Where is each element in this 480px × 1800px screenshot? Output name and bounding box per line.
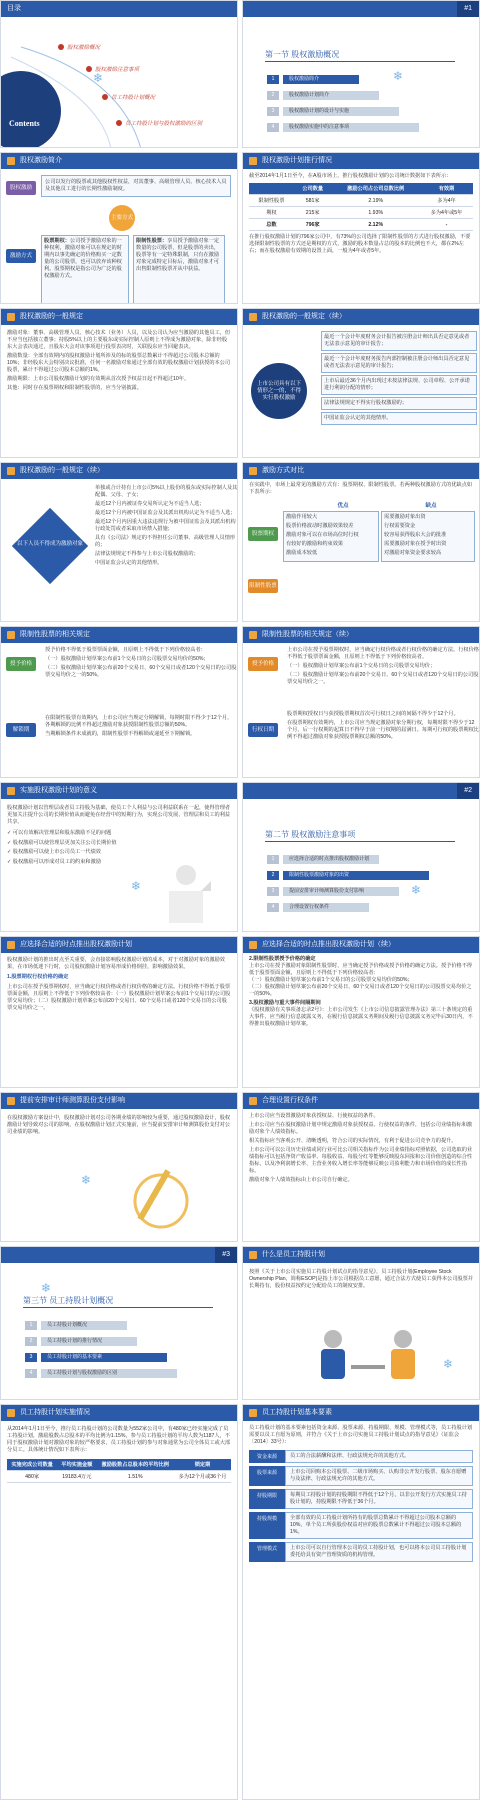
col-head-cons: 缺点 — [425, 503, 437, 509]
list-item: 激励对象：董事、高级管理人员、核心技术（业务）人员，以及公司认为应当激励的其他员工，但不应当包括独立董事；持股5%以上的主要股东或实际控制人原则上不得成为激励对象，除非经股东大会表决通过，且股东大会对该事项进行投票表决时，关联股东应当回避表决。 — [7, 330, 231, 350]
slide-header — [243, 937, 479, 953]
table-row — [249, 207, 473, 219]
list-number: 2 — [267, 91, 279, 100]
list-number: 2 — [25, 1337, 37, 1346]
slide-header — [1, 783, 237, 799]
slide-section-3 — [0, 1246, 238, 1400]
label-equity-incentive: 股权激励 — [6, 181, 36, 195]
toc-title: 目录 — [7, 5, 21, 12]
element-label: 持股规模 — [249, 1512, 285, 1539]
pros-list — [283, 511, 379, 562]
th — [249, 183, 294, 195]
paragraph: 上市公司在授予股票期权时，应当确定行权价格或者行权价格的确定方法。行权价格不得低于股票票面金额，且原则上不得低于下列价格较高者。 — [287, 647, 479, 660]
slide-general-rules-2 — [242, 308, 480, 458]
list-item: 上市公司应当在股权激励计划中规定激励对象获授权益、行使权益的条件，包括公司业绩指标和激励对象个人绩效指标。 — [249, 1122, 473, 1135]
list-item: 行权需要资金 — [384, 523, 416, 529]
list-item: 最近一个会计年度财务会计报告被注册会计师出具否定意见或者无法表示意见的审计报告； — [321, 331, 477, 351]
list-item-text: 可以有效解决管理层和股东激励不足的问题 — [12, 830, 112, 836]
section-number: #1 — [457, 1, 479, 17]
section-number: #3 — [215, 1247, 237, 1263]
td: 581家 — [294, 195, 332, 207]
section-item-1[interactable]: 应选择合适的时点推出股权激励计划 — [283, 855, 379, 864]
snowflake-icon: ❄ — [411, 883, 422, 897]
list-number: 3 — [25, 1353, 37, 1362]
section-item-3[interactable]: 股权激励计划的设计与实施 — [283, 107, 399, 116]
timing2-para-4: 《股权激励有关事项备忘录2号》：上市公司发生《上市公司信息披露管理办法》第三十条规定的重大事件，应当履行信息披露义务，在履行信息披露义务期间及履行信息披露义务完毕后30日内，不得推出股权激励计划草案。 — [249, 1007, 473, 1027]
paragraph: 当期解锁条件未成就的，限制性股票不得解锁或递延至下期解锁。 — [45, 731, 196, 737]
slide-title: 股权激励的一般规定 — [20, 313, 83, 320]
element-label: 资金来源 — [249, 1450, 285, 1463]
list-item: ✓ 股权激励可以形成对员工的约束和激励 — [7, 858, 101, 865]
list-item-text: 股权激励可以形成对员工的约束和激励 — [12, 858, 101, 865]
header-icon — [7, 1097, 15, 1105]
business-meeting-illustration-icon — [303, 1321, 433, 1397]
list-item: 单独或合计持有上市公司5%以上股份的股东或实际控制人及其配偶、父母、子女； — [95, 485, 238, 498]
slide-excluded — [0, 462, 238, 622]
list-number: 1 — [25, 1321, 37, 1330]
exercise-date-text — [281, 711, 480, 743]
slide-header — [243, 153, 479, 169]
section-number: #2 — [457, 783, 479, 799]
center-circle: 上市公司具有以下情形之一的，不得实行股权激励 — [251, 363, 307, 419]
section-item-1[interactable]: 员工持股计划概况 — [41, 1321, 127, 1330]
td: 总数 — [249, 219, 294, 231]
th: 公司数量 — [294, 183, 332, 195]
paragraph: （二）股权激励计划草案公布前20个交易日、60个交易日或者120个交易日的公司股票交易均价之一。 — [287, 672, 479, 685]
element-label: 管理模式 — [249, 1542, 285, 1562]
td: 2.19% — [331, 195, 420, 207]
list-number: 1 — [267, 75, 279, 84]
header-icon — [7, 1409, 15, 1417]
row-4 — [0, 462, 480, 622]
row-1 — [0, 0, 480, 148]
th: 平均实施金额 — [57, 1459, 96, 1471]
td: 1.93% — [331, 207, 420, 219]
list-item: 具有《公司法》规定的不得担任公司董事、高级管理人员情形的； — [95, 535, 236, 548]
slide-header — [243, 1247, 479, 1263]
element-text: 全部有效的员工持股计划所持有的股票总数累计不得超过公司股本总额的10%，单个员工所获股份权益对应的股票总数累计不得超过公司股本总额的1%。 — [285, 1512, 473, 1539]
slide-title: 应选择合适的时点推出股权激励计划 — [20, 941, 132, 948]
conditions-list — [243, 1113, 479, 1184]
slide-header — [243, 309, 479, 325]
label-method: 激励方式 — [6, 249, 36, 263]
snowflake-icon: ❄ — [93, 71, 104, 85]
th: 激励公司占公司总数比例 — [331, 183, 420, 195]
list-item: 中国证监会认定的其他情形。 — [321, 412, 477, 425]
slide-title: 实施股权激励计划的意义 — [20, 787, 97, 794]
header-icon — [7, 631, 15, 639]
label-grant-price: 授予价格 — [6, 657, 36, 671]
element-row — [249, 1512, 473, 1539]
td: 796家 — [294, 219, 332, 231]
timing-heading-1: 1.股票期权行权价格的确定 — [7, 974, 69, 980]
section-title: 第一节 股权激励概况 — [265, 50, 340, 59]
list-item: ✓ 可以有效解决管理层和股东激励不足的问题 — [7, 830, 112, 836]
row-7 — [0, 936, 480, 1088]
list-item: 最近一个会计年度财务报告内部控制被注册会计师出具否定意见或者无法表示意见的审计报告； — [321, 353, 477, 373]
td: 215家 — [294, 207, 332, 219]
slide-header — [1, 1093, 237, 1109]
label-unlock: 解锁期 — [6, 723, 36, 737]
list-item: 中国证监会认定的其他情形。 — [95, 560, 163, 566]
timing-para-1: 股权激励计划的推出时点至关重要，会直接影响股权激励计划的成本，对于对激励对象的激励效果，在市场低迷下行时，公司股权激励计划容易形成价格倒挂，影响激励效果。 — [7, 957, 225, 970]
stock-option-text: 公司授予激励对象的一种权利，激励对象可以在规定的时期内以事先确定的价格购买一定数量的公司股票，也可以放弃该种权利。股票期权是指公司为广泛的股权激励方式。 — [44, 238, 122, 279]
list-item: 最近12个月内因重大违法违规行为被中国证监会及其派出机构行政处罚或者采取市场禁入措施； — [95, 519, 236, 532]
list-number: 2 — [267, 871, 279, 880]
table-row — [7, 1471, 231, 1483]
stock-option-box — [41, 235, 129, 304]
slide-header — [243, 627, 479, 643]
exercise-price-text — [281, 647, 480, 688]
section-title: 第三节 员工持股计划概况 — [23, 1296, 114, 1305]
td: - — [420, 219, 473, 231]
section-item-4[interactable]: 员工持股计划与股权激励的区别 — [41, 1369, 177, 1378]
slide-header — [1, 153, 237, 169]
slide-section-1 — [242, 0, 480, 148]
element-text: 每期员工持股计划的持股期限不得低于12个月，以非公开发行方式实施员工持股计划的，持股期限不得低于36个月。 — [285, 1489, 473, 1509]
significance-list — [1, 830, 143, 866]
list-item: 股票价格波动时激励效果较差 — [286, 523, 354, 529]
slide-title: 合理设置行权条件 — [262, 1097, 318, 1104]
restricted-stock-title: 限制性股票： — [136, 238, 168, 244]
slide-section-2 — [242, 782, 480, 932]
snowflake-icon: ❄ — [131, 879, 142, 893]
th: 实施完成公司数量 — [7, 1459, 57, 1471]
element-label: 股票来源 — [249, 1466, 285, 1486]
thumbs-up-figure-icon — [151, 861, 221, 931]
slide-restricted-2 — [242, 626, 480, 778]
slide-timing — [0, 936, 238, 1088]
snowflake-icon: ❄ — [81, 1173, 92, 1187]
unlock-text — [39, 715, 238, 740]
section-item-3[interactable]: 提前安排审计师测算股份支付影响 — [283, 887, 399, 896]
list-number: 4 — [267, 903, 279, 912]
divider — [265, 61, 455, 62]
slide-intro — [0, 152, 238, 304]
label-stock-option: 股票期权 — [248, 527, 278, 541]
list-item: 激励作用较大 — [286, 514, 318, 520]
list-item: 需要激励对象出资 — [384, 514, 426, 520]
section-item-4[interactable]: 股权激励实施中的注意事项 — [283, 123, 419, 132]
list-item: 法律法规规定不得参与上市公司股权激励的； — [95, 551, 199, 557]
slide-significance — [0, 782, 238, 932]
element-text: 上市公司可以自行管理本公司的员工持股计划，也可以将本公司员工持股计划委托给具有资产管理资质的机构管理。 — [285, 1542, 473, 1562]
slide-audit — [0, 1092, 238, 1242]
row-10 — [0, 1404, 480, 1800]
compare-intro: 在实践中，市场上最常见的激励方式有：股票期权、限制性股票。若两种股权激励方式的优缺点如下表所示： — [249, 482, 473, 495]
toc-item-2[interactable]: 股权激励注意事项 — [95, 67, 140, 73]
table-row — [249, 219, 473, 231]
slide-title: 股权激励的一般规定（续） — [20, 467, 104, 474]
slide-title: 激励方式对比 — [262, 467, 304, 474]
stats-intro: 截至2014年1月1日至今，在A股市场上，推行股权激励计划的公司统计数据如下表所示： — [249, 173, 452, 179]
row-6 — [0, 782, 480, 932]
label-restricted-stock: 限制性股票 — [248, 579, 278, 593]
td: 期权 — [249, 207, 294, 219]
stats-table — [249, 183, 473, 231]
th: 有效期 — [420, 183, 473, 195]
element-row — [249, 1489, 473, 1509]
list-item: 激励期限：上市公司股权激励计划的有效期从首次授予权益日起不得超过10年。 — [7, 376, 190, 382]
header-icon — [7, 157, 15, 165]
slide-header — [1, 1, 237, 17]
slide-title: 限制性股票的相关规定（续） — [262, 631, 353, 638]
element-row — [249, 1450, 473, 1463]
td: 2.12% — [331, 219, 420, 231]
slide-title: 员工持股计划基本要素 — [262, 1409, 332, 1416]
slide-timing-2 — [242, 936, 480, 1088]
stats-note: 在推行股权激励计划的796家公司中，有73%的公司选择了限制性股票的方式进行股权激励，不要选择限制性股票的方式还是期权的方式，激励的股本数量占总的股本的比例也不大，都在2%左右；而在股权激励有效期的设置上面，一般为4年或者5年。 — [249, 234, 471, 254]
list-item: 激励对象个人绩效指标由上市公司自行确定。 — [249, 1177, 353, 1183]
td: 480家 — [7, 1471, 57, 1483]
list-number: 3 — [267, 887, 279, 896]
slide-title: 限制性股票的相关规定 — [20, 631, 90, 638]
excluded-title: 以下人员不得成为激励对象 — [17, 541, 84, 547]
list-item: 激励对象可以在市场高位时行权 — [286, 532, 359, 538]
slide-esop-what — [242, 1246, 480, 1400]
slide-title: 什么是员工持股计划 — [262, 1251, 325, 1258]
section-item-1[interactable]: 股权激励简介 — [283, 75, 359, 84]
section-item-2[interactable]: 限制性股票激励对象的出资 — [283, 871, 429, 880]
toc-item-4[interactable]: 员工持股计划与股权激励的区别 — [125, 121, 203, 127]
main-methods-circle: 主要方式 — [109, 205, 135, 231]
list-item: 有较好的激励和约束效果 — [286, 541, 344, 547]
paragraph: （一）股权激励计划草案公布前1个交易日的公司股票交易均价的50%； — [45, 656, 209, 662]
slide-title: 员工持股计划实施情况 — [20, 1409, 90, 1416]
table-row — [249, 195, 473, 207]
paragraph: （二）股权激励计划草案公布前20个交易日、60个交易日或者120个交易日的公司股票交易均价之一的50%。 — [45, 665, 237, 678]
list-item: 最近12个月内被中国证监会及其派出机构认定为不适当人选； — [95, 510, 236, 516]
row-8 — [0, 1092, 480, 1242]
element-text: 员工的合法薪酬和法律、行政法规允许的其他方式。 — [285, 1450, 473, 1463]
list-item: 需要激励对象在授予时出资 — [384, 541, 447, 547]
slide-header — [243, 1, 479, 17]
paragraph: 股票期权授权日与获授股票期权首次可行权日之间的间隔不得少于12个月。 — [287, 711, 459, 717]
list-item-text: 股权激励可以使管理层更加关注公司长期价值 — [12, 839, 117, 846]
slide-title: 股权激励简介 — [20, 157, 62, 164]
slide-header — [243, 463, 479, 479]
timing2-heading-1: 2.限制性股票授予价格的确定 — [249, 956, 316, 962]
excluded-list — [89, 485, 238, 569]
slide-title: 股权激励的一般规定（续） — [262, 313, 346, 320]
slide-esop-stats — [0, 1404, 238, 1800]
timing2-para-3: （二）股权激励计划草案公布前20个交易日、60个交易日或者120个交易日的公司股票交易均价之一的50%。 — [249, 984, 472, 997]
section-item-3[interactable]: 员工持股计划的基本要素 — [41, 1353, 167, 1362]
pen-illustration-icon — [121, 1157, 201, 1237]
slide-toc — [0, 0, 238, 148]
row-5 — [0, 626, 480, 778]
restricted-stock-text: 享员授予激励对象一定数量的公司股票，但是股票的卖出，股票等有一定特殊限制，只有在激励对象完成特定目标后，激励对象才可出售限制性股票并从中获益。 — [136, 238, 220, 272]
row-9 — [0, 1246, 480, 1400]
list-item: ✓ 股权激励可以使上市公司员工一代绩效 — [7, 849, 101, 855]
header-icon — [249, 1251, 257, 1259]
header-icon — [249, 941, 257, 949]
slide-esop-elements — [242, 1404, 480, 1800]
td: 1.51% — [96, 1471, 174, 1483]
slide-header — [1, 463, 237, 479]
element-row — [249, 1542, 473, 1562]
element-text: 上市公司回购本公司股票、二级市场购买、认购非公开发行股票、股东自愿赠与及法律、行政法规允许的其他方式。 — [285, 1466, 473, 1486]
slide-header — [243, 1093, 479, 1109]
cons-list — [381, 511, 475, 562]
timing2-heading-2: 3.股权激励与重大事件间隔期间 — [249, 1000, 321, 1006]
element-row — [249, 1466, 473, 1486]
header-icon — [249, 313, 257, 321]
list-item: 激励数量：全部有效期内的股权激励计划所涉及的标的股票总数累计不得超过公司股本总额的10%；非经股东大会特别决议批准，任何一名激励对象通过全部有效的股权激励计划获授的本公司股票，累计不得超过公司股本总额的1%。 — [7, 353, 231, 373]
divider — [265, 841, 455, 842]
slide-header — [1, 937, 237, 953]
header-icon — [7, 787, 15, 795]
slide-header — [1, 309, 237, 325]
slide-general-rules — [0, 308, 238, 458]
slide-restricted — [0, 626, 238, 778]
significance-intro: 股权激励计划以管理层或者员工持股为基础，使员工个人利益与公司利益联系在一起，使得管理者更加关注提升公司的长期价值从而避免在经营中的短期行为，实现公司发展、管理层和员工的利益共享。 — [7, 805, 231, 825]
timing2-para-1: 上市公司在授予激励对象限制性股票时，应当确定授予价格或授予价格的确定方法。授予价格不得低于股票票面金额，且原则上不得低于下列价格较高者： — [249, 963, 473, 976]
stock-option-title: 股票期权： — [44, 238, 70, 244]
timing2-para-2: （一）股权激励计划草案公布前1个交易日的公司股票交易均价的50%； — [249, 977, 413, 983]
slide-title: 应选择合适的时点推出股权激励计划（续） — [262, 941, 395, 948]
section-item-2[interactable]: 员工持股计划的推行情况 — [41, 1337, 137, 1346]
contents-label: Contents — [9, 119, 40, 128]
col-head-pros: 优点 — [337, 503, 349, 509]
section-item-4[interactable]: 合理设置行权条件 — [283, 903, 369, 912]
element-label: 持股期限 — [249, 1489, 285, 1509]
slide-header — [243, 1405, 479, 1421]
td: 多为4年 — [420, 195, 473, 207]
list-item: 法律法规规定不得实行股权激励的； — [321, 397, 477, 410]
slide-header — [1, 1247, 237, 1263]
row-3 — [0, 308, 480, 458]
section-item-2[interactable]: 股权激励计划简介 — [283, 91, 379, 100]
list-item: 上市后最近36个月内出现过未按法律法规、公司章程、公开承诺进行利润分配的情形； — [321, 375, 477, 395]
list-number: 4 — [267, 123, 279, 132]
list-item: 上市公司应当设置激励对象获授权益、行使权益的条件。 — [249, 1113, 379, 1119]
slide-header — [1, 1405, 237, 1421]
elements-list — [243, 1450, 479, 1562]
paragraph: 在限制性股票有效期内，上市公司应当规定分期解锁，每期时限不得少于12个月，各期解锁的比例不得超过激励对象获授限制性股票总额的50%。 — [45, 715, 233, 728]
td: 多为4年或5年 — [420, 207, 473, 219]
esop-stats-para: 从2014年1月1日至今，推行员工持股计划的公司数量为552家公司中，有480家已经实施完成了员工持股计划，激励股数占总股本的平均比例为1.15%，参与员工持股计划的平均人数为1187人，不同于股权激励计划对激励对象的较严格要求，员工持股计划的参与对象通常为公司全体员工或大部分员工。具体统计情况如下表所示： — [7, 1426, 231, 1453]
elements-intro: 员工持股计划的基本要素包括资金来源、股票来源、持股期限、规模、管理模式等，员工持股计划需要以员工自愿为原则，并符合《关于上市公司实施员工持股计划试点的指导意见》（证监会〔2014〕33号）： — [249, 1425, 473, 1445]
td: 多为12个月或36个月 — [174, 1471, 231, 1483]
toc-arcs — [1, 17, 238, 148]
header-icon — [249, 467, 257, 475]
conditions-list — [315, 331, 480, 427]
list-item: 较容易获得股东大会的批准 — [384, 532, 447, 538]
header-icon — [7, 313, 15, 321]
slide-stats — [242, 152, 480, 304]
list-number: 1 — [267, 855, 279, 864]
divider — [23, 1307, 213, 1308]
header-icon — [7, 467, 15, 475]
label-grant-price: 授予价格 — [248, 657, 278, 671]
list-item-text: 股权激励可以使上市公司员工一代绩效 — [12, 849, 101, 855]
esop-stats-table — [7, 1459, 231, 1483]
header-icon — [249, 1097, 257, 1105]
th: 锁定期 — [174, 1459, 231, 1471]
esop-definition: 按照《关于上市公司实施员工持股计划试点的指导意见》，员工持股计划(Employee Stock Ownership Plan，简称ESOP)是指上市公司根据员工意愿，通过合法方式使员工获得本公司股票并长期持有，股份权益按约定分配给员工的制度安排。 — [249, 1269, 473, 1289]
list-item: ✓ 股权激励可以使管理层更加关注公司长期价值 — [7, 839, 117, 846]
list-item: 对激励对象资金要求较高 — [384, 550, 442, 556]
td: 限制性股票 — [249, 195, 294, 207]
list-number: 4 — [25, 1369, 37, 1378]
row-2 — [0, 152, 480, 304]
section-title: 第二节 股权激励注意事项 — [265, 830, 356, 839]
slide-header — [243, 783, 479, 799]
slide-header — [1, 627, 237, 643]
header-icon — [249, 157, 257, 165]
header-icon — [7, 941, 15, 949]
audit-para: 在股权激励方案设计中，股权激励计划对公司各期业绩的影响较为重要，通过股权激励设计，股权激励计划导致对公司的影响，在股权激励计划正式实施前，应当提前安排审计师测算股份支付对公司业绩的影响。 — [7, 1115, 231, 1135]
label-exercise: 行权日期 — [248, 723, 278, 737]
list-item: 其他：同时存在股票期权和限制性股票的，应当分别披露。 — [7, 385, 142, 391]
toc-item-3[interactable]: 员工持股计划概况 — [111, 95, 156, 101]
snowflake-icon: ❄ — [41, 1281, 52, 1295]
slide-conditions — [242, 1092, 480, 1242]
list-item: 相关指标应当客观公开、清晰透明，符合公司的实际情况，有利于促进公司竞争力的提升。 — [249, 1138, 457, 1144]
list-item: 上市公司可以公司历史业绩或同行业可比公司相关指标作为公司业绩指标对照依据，公司选取的业绩指标可以包括净资产收益率、每股收益、每股分红等能够反映股东回报和公司价值创造的综合性指标，以及净利润增长率、主营业务收入增长率等能够反映公司盈利能力和市场价值的成长性指标。 — [249, 1147, 473, 1174]
toc-item-1[interactable]: 股权激励概况 — [67, 45, 101, 51]
th: 激励股数占总股本的平均比例 — [96, 1459, 174, 1471]
td: 19183.4万元 — [57, 1471, 96, 1483]
snowflake-icon: ❄ — [443, 1357, 454, 1371]
paragraph: 授予价格不得低于股票票面金额，且原则上不得低于下列价格较高者： — [45, 647, 206, 653]
timing-para-2: 上市公司在授予股票期权时，应当确定行权价格或者行权价格的确定方法。行权价格不得低于股票票面金额，且原则上不得低于下列价格较高者：（一）股权激励计划草案公布前1个交易日的公司股票交易均价；（二）股权激励计划草案公布前20个交易日、60个交易日或者120个交易日的公司股票交易均价之一。 — [7, 984, 231, 1011]
paragraph: 在股票期权有效期内，上市公司应当规定激励对象分期行权，每期时限不得少于12个月，后一行权期的起算日不得早于前一行权期的届满日。每期可行权的股票期权比例不得超过激励对象获授股票期权总额的50%。 — [287, 720, 479, 740]
snowflake-icon: ❄ — [393, 69, 404, 83]
slide-title: 提前安排审计师测算股份支付影响 — [20, 1097, 125, 1104]
slide-title: 股权激励计划推行情况 — [262, 157, 332, 164]
header-icon — [249, 631, 257, 639]
grant-price-text — [39, 647, 238, 681]
rules-list — [1, 330, 237, 392]
list-item: 激励成本较低 — [286, 550, 318, 556]
list-item: 最近12个月内被证券交易所认定为不适当人选； — [95, 501, 205, 507]
header-icon — [249, 1409, 257, 1417]
paragraph: （一）股权激励计划草案公布前1个交易日的公司股票交易均价； — [287, 663, 436, 669]
definition-box: 公司以发行的股票或其他股权性权益，对其董事、高级管理人员、核心技术人员及其他员工进行的长期性激励制度。 — [41, 175, 231, 197]
list-number: 3 — [267, 107, 279, 116]
restricted-stock-box — [133, 235, 225, 304]
slide-compare — [242, 462, 480, 622]
